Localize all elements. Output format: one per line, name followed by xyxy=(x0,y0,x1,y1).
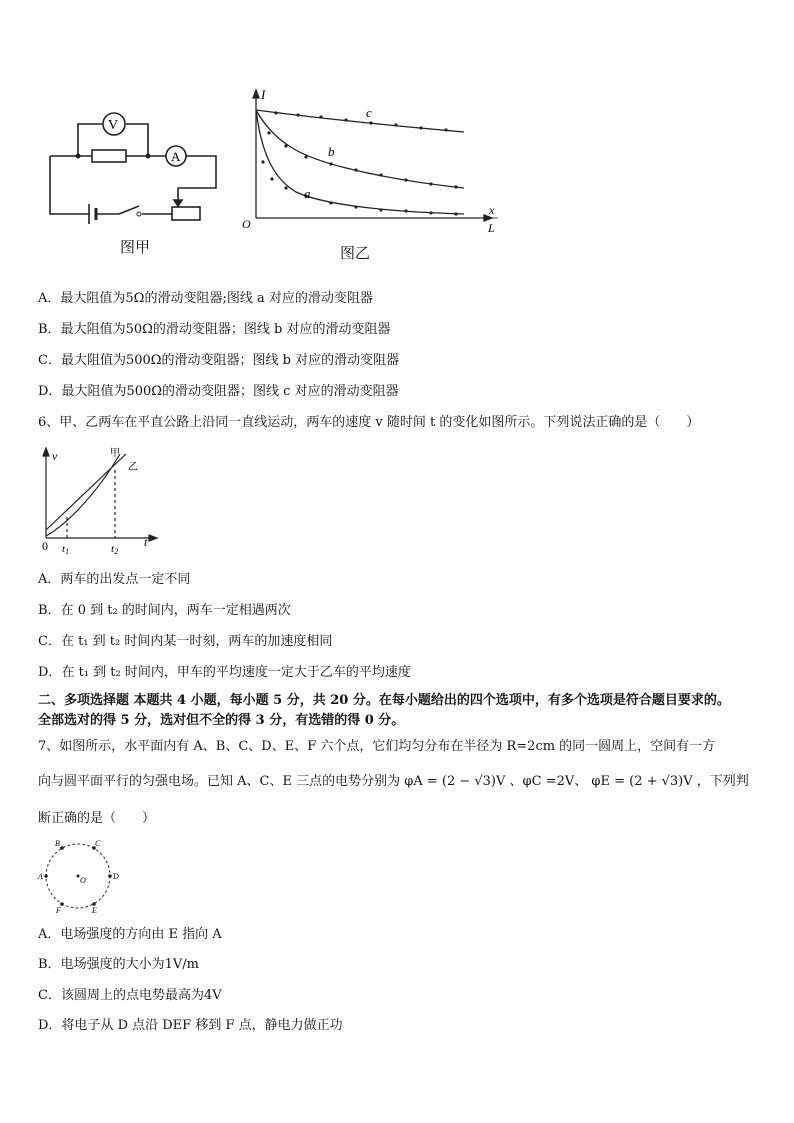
q7-line3: 断正确的是（ ） xyxy=(38,811,156,826)
q6-option-d: D．在 t₁ 到 t₂ 时间内，甲车的平均速度一定大于乙车的平均速度 xyxy=(38,665,411,680)
q7-option-d: D．将电子从 D 点沿 DEF 移到 F 点，静电力做正功 xyxy=(38,1018,343,1033)
section2-line2: 全部选对的得 5 分，选对但不全的得 3 分，有选错的得 0 分。 xyxy=(38,713,405,728)
t1-label: t1 xyxy=(62,543,70,556)
q7-option-b: B．电场强度的大小为1V/m xyxy=(38,957,199,972)
point-c-label: C xyxy=(95,839,101,848)
point-d-label: D xyxy=(113,872,119,881)
curve-a-label: a xyxy=(304,186,311,201)
section2-line1: 二、多项选择题 本题共 4 小题，每小题 5 分，共 20 分。在每小题给出的四个选项中，有多个选项是符合题目要求的。 xyxy=(38,693,730,708)
t-label: t xyxy=(144,535,148,549)
curve-markers xyxy=(261,111,457,215)
q5-option-c: C．最大阻值为500Ω的滑动变阻器；图线 b 对应的滑动变阻器 xyxy=(38,353,400,368)
q7-option-c: C．该圆周上的点电势最高为4V xyxy=(38,988,222,1003)
point-b-label: B xyxy=(55,839,60,848)
voltmeter-label: V xyxy=(108,118,119,133)
origin-zero: 0 xyxy=(42,539,48,553)
y-axis-label: I xyxy=(261,87,266,102)
x-axis-den: L xyxy=(488,221,495,235)
point-a-label: A xyxy=(38,872,43,881)
q7-option-a: A．电场强度的方向由 E 指向 A xyxy=(38,927,222,942)
point-o-label: O xyxy=(80,876,86,885)
velocity-time-graph xyxy=(34,446,164,556)
point-f-label: F xyxy=(56,906,61,915)
line-yi xyxy=(46,454,126,530)
q5-option-d: D．最大阻值为500Ω的滑动变阻器；图线 c 对应的滑动变阻器 xyxy=(38,384,399,399)
q7-line2: 向与圆平面平行的匀强电场。已知 A、C、E 三点的电势分别为 φA = (2 − √3)V 、φC =2V、 φE = (2 + √3)V ，下列判 xyxy=(38,774,749,789)
origin-label: O xyxy=(242,217,251,231)
jia-label: 甲 xyxy=(110,448,120,459)
q5-option-a: A．最大阻值为5Ω的滑动变阻器;图线 a 对应的滑动变阻器 xyxy=(38,291,373,306)
x-axis-num: x xyxy=(489,203,495,217)
circuit-diagram xyxy=(44,104,224,229)
yi-label: 乙 xyxy=(128,462,138,473)
q6-option-b: B．在 0 到 t₂ 的时间内，两车一定相遇两次 xyxy=(38,603,291,618)
current-position-graph xyxy=(236,86,506,236)
figure-jia-caption: 图甲 xyxy=(120,238,151,256)
q6-stem: 6、甲、乙两车在平直公路上沿同一直线运动，两车的速度 v 随时间 t 的变化如图所示。下列说法正确的是（ ） xyxy=(38,415,700,430)
q7-line1: 7、如图所示，水平面内有 A、B、C、D、E、F 六个点，它们均匀分布在半径为 R=2cm 的同一圆周上，空间有一方 xyxy=(38,739,716,754)
point-e-label: E xyxy=(92,906,97,915)
ammeter-label: A xyxy=(171,149,181,164)
curve-c-label: c xyxy=(366,105,372,120)
v-label: v xyxy=(52,449,58,463)
q5-option-b: B．最大阻值为50Ω的滑动变阻器；图线 b 对应的滑动变阻器 xyxy=(38,322,391,337)
q6-option-a: A．两车的出发点一定不同 xyxy=(38,572,191,587)
figure-yi-caption: 图乙 xyxy=(340,244,371,262)
curve-b-label: b xyxy=(328,144,335,159)
q6-option-c: C．在 t₁ 到 t₂ 时间内某一时刻，两车的加速度相同 xyxy=(38,634,333,649)
t2-label: t2 xyxy=(111,543,119,556)
hexagon-circle-diagram xyxy=(36,838,126,916)
